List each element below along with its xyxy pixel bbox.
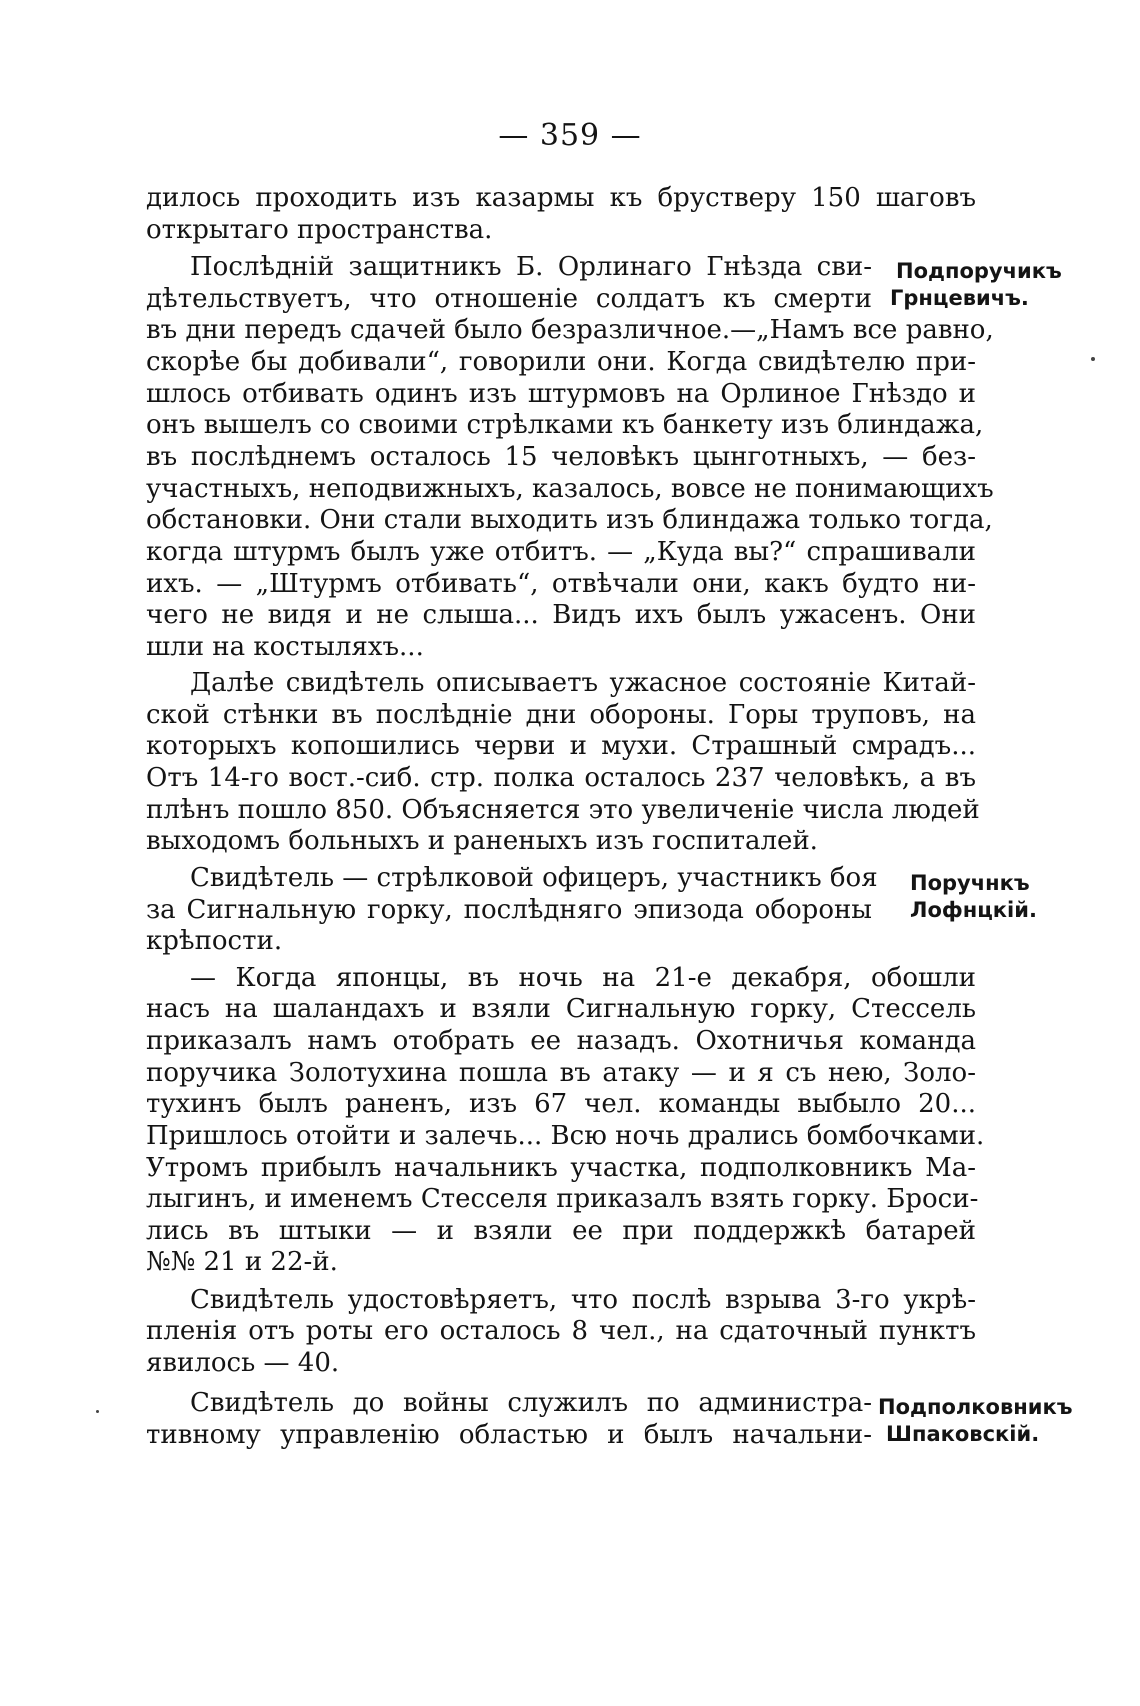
text-line: лись въ штыки — и взяли ее при поддержкѣ батарей (146, 1216, 976, 1246)
text-line: шли на костыляхъ... (146, 632, 424, 662)
text-line: тухинъ былъ раненъ, изъ 67 чел. команды выбыло 20... (146, 1089, 976, 1119)
text-line: ихъ. — „Штурмъ отбивать“, отвѣчали они, какъ будто ни- (146, 569, 976, 599)
margin-note-rank: Поручнкъ (910, 871, 1030, 895)
scan-speck (1091, 357, 1095, 361)
text-line: открытаго пространства. (146, 215, 493, 245)
text-line: выходомъ больныхъ и раненыхъ изъ госпиталей. (146, 826, 818, 856)
text-line: тивному управленію областью и былъ начальни- (146, 1420, 872, 1450)
text-line: насъ на шаландахъ и взяли Сигнальную горку, Стессель (146, 994, 976, 1024)
text-line: крѣпости. (146, 926, 283, 956)
margin-note-surname: Лофнцкій. (910, 898, 1037, 922)
scan-speck (96, 1410, 99, 1413)
text-line: въ дни передъ сдачей было безразличное.—„Намъ все равно, (146, 315, 994, 345)
text-line: когда штурмъ былъ уже отбитъ. — „Куда вы?“ спрашивали (146, 537, 976, 567)
text-line: обстановки. Они стали выходить изъ блиндажа только тогда, (146, 505, 993, 535)
page-number: — 359 — (498, 118, 642, 153)
text-line: шлось отбивать одинъ изъ штурмовъ на Орлиное Гнѣздо и (146, 379, 976, 409)
text-line: №№ 21 и 22-й. (146, 1247, 338, 1277)
margin-note-surname: Грнцевичъ. (890, 286, 1029, 310)
text-line: Свидѣтель удостовѣряетъ, что послѣ взрыва 3-го укрѣ- (190, 1285, 976, 1315)
margin-note-lofitsky (910, 870, 1037, 924)
text-line: въ послѣднемъ осталось 15 человѣкъ цынготныхъ, — без- (146, 442, 976, 472)
text-line: ской стѣнки въ послѣдніе дни обороны. Горы труповъ, на (146, 700, 976, 730)
text-line: поручика Золотухина пошла въ атаку — и я съ нею, Золо- (146, 1058, 976, 1088)
margin-note-gritsevich (890, 258, 1062, 312)
text-line: — Когда японцы, въ ночь на 21-е декабря, обошли (190, 963, 976, 993)
text-line: участныхъ, неподвижныхъ, казалось, вовсе не понимающихъ (146, 474, 994, 504)
text-line: плѣнъ пошло 850. Объясняется это увеличеніе числа людей (146, 795, 980, 825)
text-line: пленія отъ роты его осталось 8 чел., на сдаточный пунктъ (146, 1316, 976, 1346)
margin-note-rank: Подпоручикъ (896, 259, 1062, 283)
text-line: Отъ 14-го вост.-сиб. стр. полка осталось 237 человѣкъ, а въ (146, 763, 976, 793)
text-line: за Сигнальную горку, послѣдняго эпизода обороны (146, 895, 872, 925)
text-line: онъ вышелъ со своими стрѣлками къ банкету изъ блиндажа, (146, 410, 984, 440)
text-line: приказалъ намъ отобрать ее назадъ. Охотничья команда (146, 1026, 976, 1056)
text-line: Утромъ прибылъ начальникъ участка, подполковникъ Ма- (146, 1153, 976, 1183)
text-line: чего не видя и не слыша... Видъ ихъ былъ ужасенъ. Они (146, 600, 976, 630)
margin-note-surname: Шпаковскій. (886, 1422, 1040, 1446)
text-line: Далѣе свидѣтель описываетъ ужасное состояніе Китай- (190, 668, 976, 698)
text-line: скорѣе бы добивали“, говорили они. Когда свидѣтелю при- (146, 347, 976, 377)
text-line: Пришлось отойти и залечь... Всю ночь дрались бомбочками. (146, 1121, 985, 1151)
text-line: дѣтельствуетъ, что отношеніе солдатъ къ смерти (146, 284, 872, 314)
text-line: Свидѣтель до войны служилъ по администра- (190, 1388, 872, 1418)
margin-note-rank: Подполковникъ (878, 1395, 1073, 1419)
text-line: лыгинъ, и именемъ Стесселя приказалъ взять горку. Броси- (146, 1184, 979, 1214)
text-line: Свидѣтель — стрѣлковой офицеръ, участникъ боя (190, 863, 878, 893)
text-line: дилось проходить изъ казармы къ брустверу 150 шаговъ (146, 183, 976, 213)
margin-note-shpakovsky (878, 1394, 1073, 1448)
text-line: явилось — 40. (146, 1348, 340, 1378)
text-line: Послѣдній защитникъ Б. Орлинаго Гнѣзда сви- (190, 252, 872, 282)
text-line: которыхъ копошились черви и мухи. Страшный смрадъ... (146, 731, 976, 761)
